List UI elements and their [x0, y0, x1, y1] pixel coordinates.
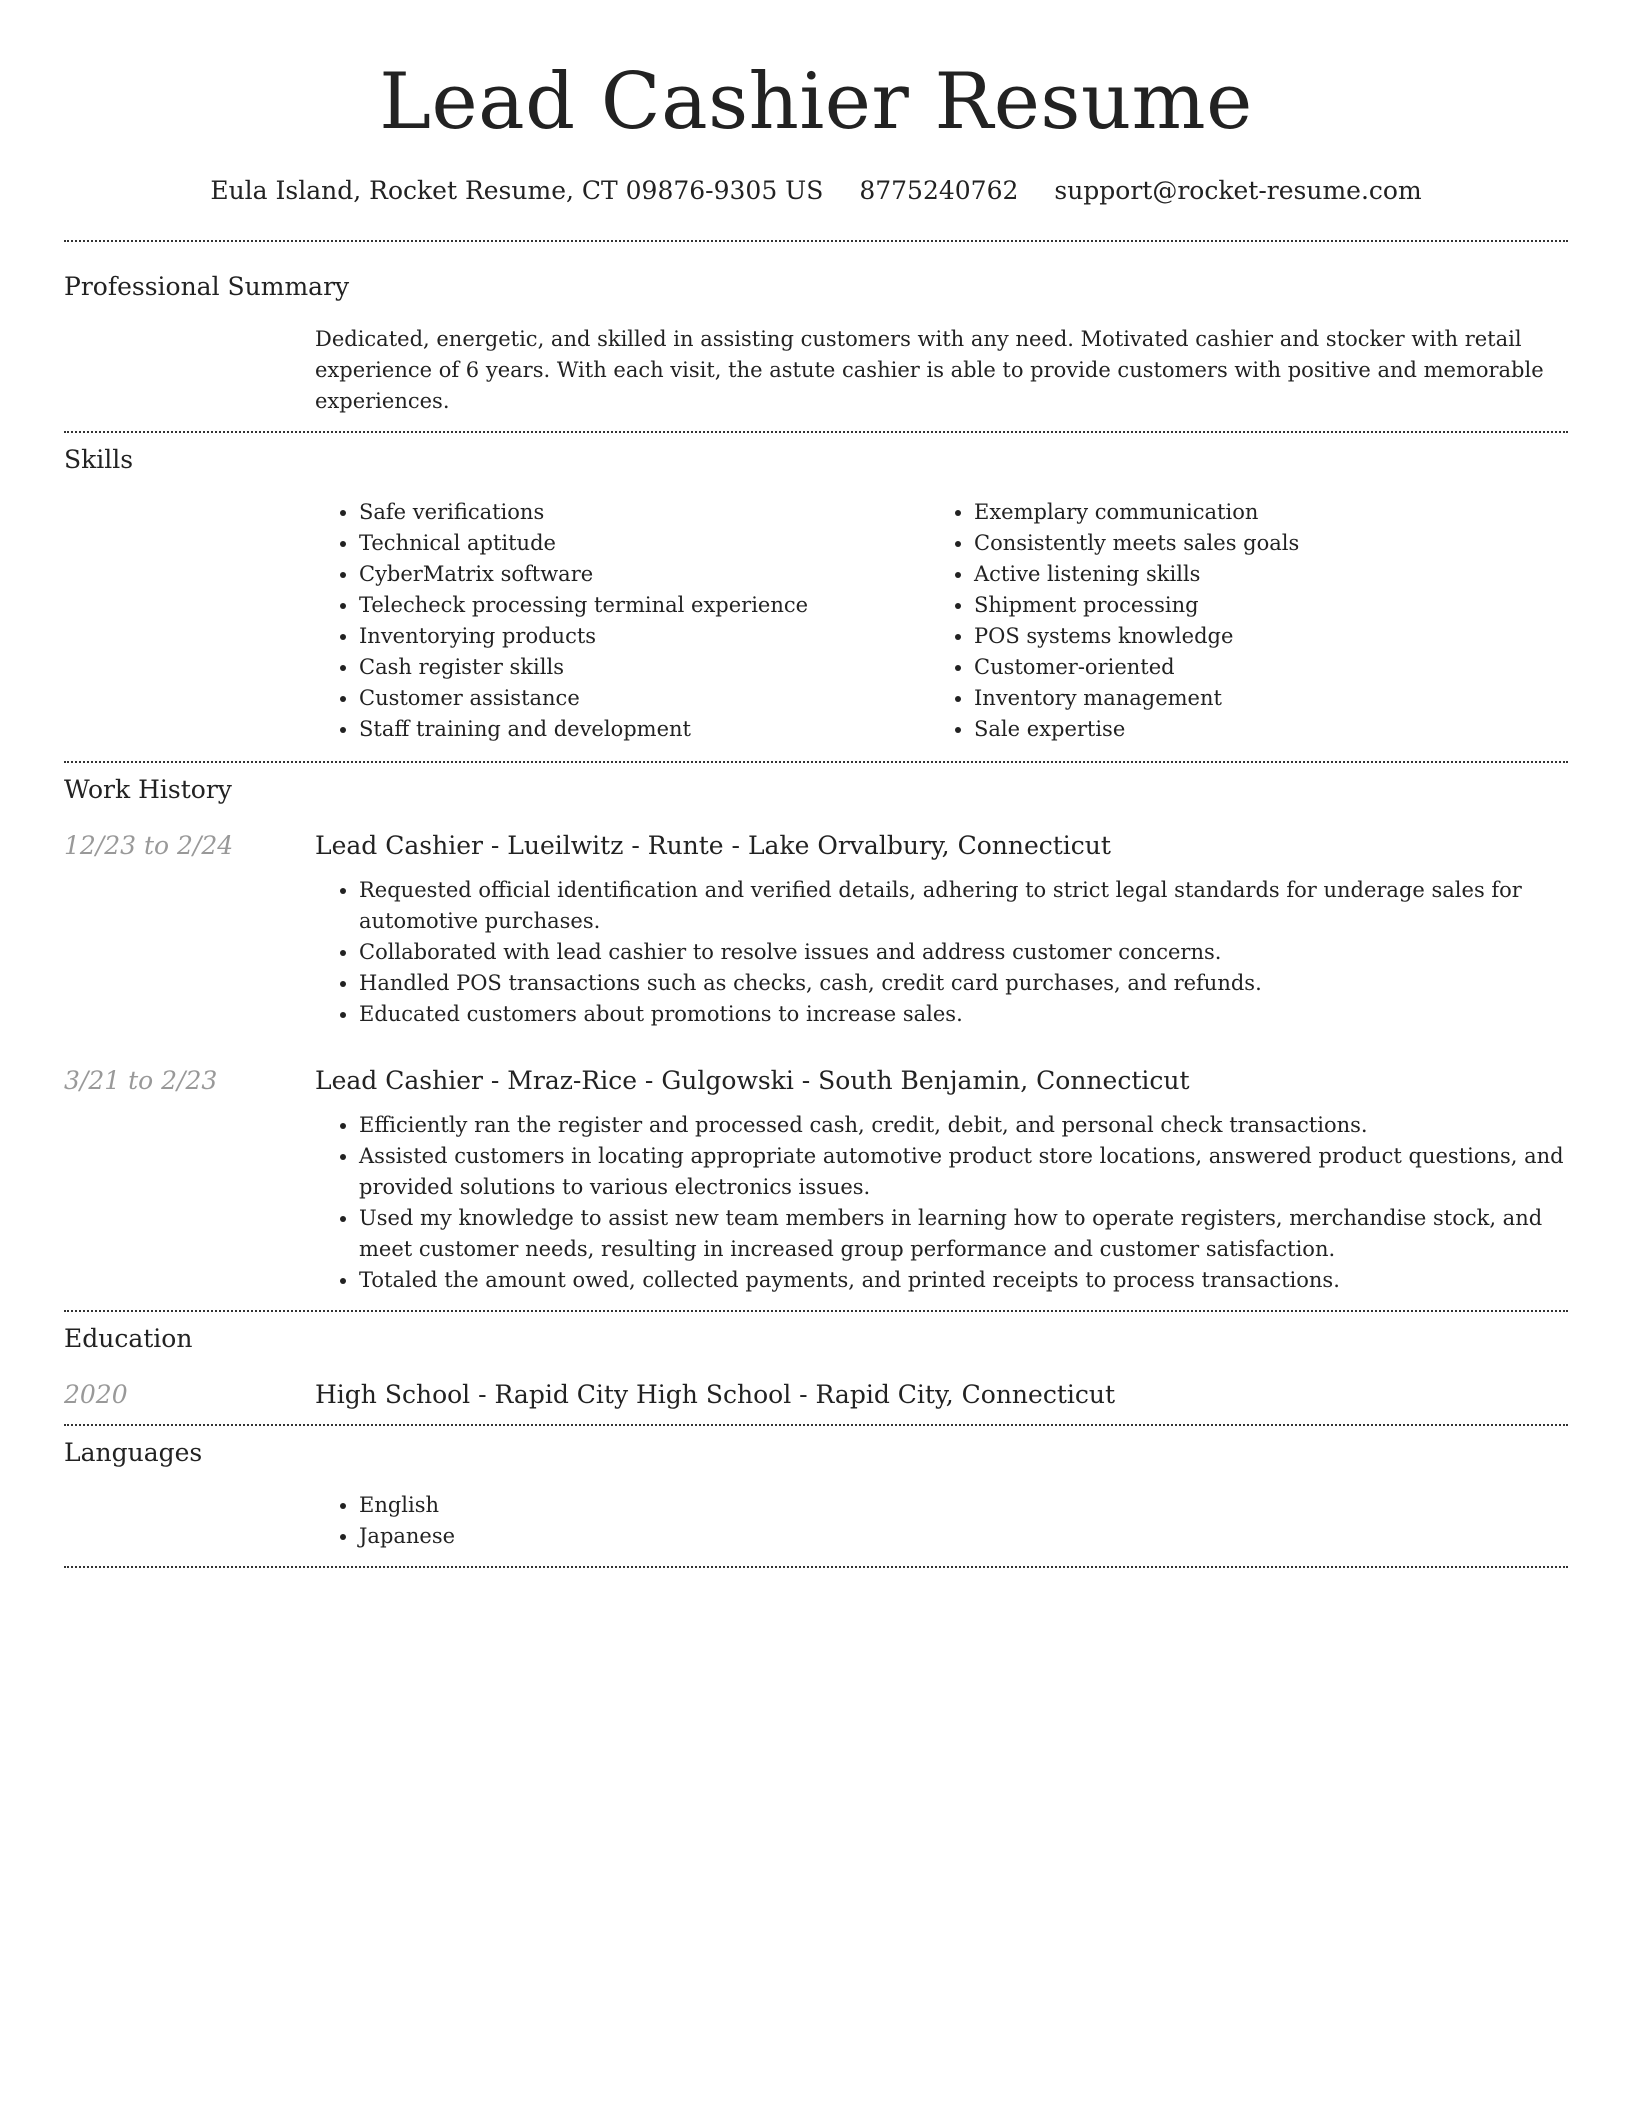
job-bullet: • Used my knowledge to assist new team members in learning how to operate registers, merchandise stock, and meet customer needs, resulting in increased group performance and customer satisfaction. [359, 1203, 1568, 1265]
skills-section [64, 433, 1568, 761]
job-bullet: • Educated customers about promotions to increase sales. [359, 999, 1568, 1030]
job-bullet: • Efficiently ran the register and processed cash, credit, debit, and personal check transactions. [359, 1110, 1568, 1141]
education-title: High School - Rapid City High School - Rapid City, Connecticut [315, 1380, 1116, 1409]
job-dates: 3/21 to 2/23 [64, 1066, 218, 1095]
skills-list-right [930, 497, 1545, 745]
summary-section [64, 242, 1568, 431]
language-item: • English [359, 1490, 1568, 1521]
job-bullets [315, 1110, 1568, 1296]
section-heading-summary: Professional Summary [64, 272, 350, 301]
skill-item: • Active listening skills [974, 559, 1545, 590]
language-item: • Japanese [359, 1521, 1568, 1552]
education-year: 2020 [64, 1380, 128, 1409]
job-title: Lead Cashier - Mraz-Rice - Gulgowski - South Benjamin, Connecticut [315, 1066, 1190, 1095]
job-bullet: • Handled POS transactions such as checks, cash, credit card purchases, and refunds. [359, 968, 1568, 999]
summary-text: Dedicated, energetic, and skilled in assisting customers with any need. Motivated cashier and stocker with retail experience of 6 years. With each visit, the astute cashier is able to provide customers with positive and memorable experiences. [315, 327, 1544, 413]
skill-item: • Inventory management [974, 683, 1545, 714]
skills-grid [315, 497, 1568, 745]
job-dates: 12/23 to 2/24 [64, 831, 234, 860]
skill-item: • Exemplary communication [974, 497, 1545, 528]
skill-item: • Customer-oriented [974, 652, 1545, 683]
summary-content [315, 324, 1568, 417]
contact-phone: 8775240762 [859, 176, 1019, 205]
education-entry [64, 1378, 1568, 1412]
skill-item: • Telecheck processing terminal experience [359, 590, 930, 621]
work-section [64, 763, 1568, 1310]
job-entry [64, 1064, 1568, 1296]
skill-item: • Safe verifications [359, 497, 930, 528]
job-details [315, 875, 1568, 1030]
languages-content [315, 1490, 1568, 1552]
skill-item: • CyberMatrix software [359, 559, 930, 590]
skill-item: • Sale expertise [974, 714, 1545, 745]
section-heading-education: Education [64, 1324, 193, 1353]
job-details [315, 1110, 1568, 1296]
skill-item: • Technical aptitude [359, 528, 930, 559]
job-bullet: • Totaled the amount owed, collected payments, and printed receipts to process transactions. [359, 1265, 1568, 1296]
page-title: Lead Cashier Resume [379, 57, 1253, 147]
skill-item: • Shipment processing [974, 590, 1545, 621]
section-heading-skills: Skills [64, 445, 134, 474]
job-bullets [315, 875, 1568, 1030]
skills-list-left [315, 497, 930, 745]
skill-item: • Cash register skills [359, 652, 930, 683]
skill-item: • POS systems knowledge [974, 621, 1545, 652]
contact-address: Eula Island, Rocket Resume, CT 09876-9305 US [210, 176, 824, 205]
job-bullet: • Requested official identification and verified details, adhering to strict legal standards for underage sales for automotive purchases. [359, 875, 1568, 937]
section-heading-work: Work History [64, 775, 232, 804]
education-section [64, 1312, 1568, 1424]
job-bullet: • Collaborated with lead cashier to resolve issues and address customer concerns. [359, 937, 1568, 968]
skill-item: • Consistently meets sales goals [974, 528, 1545, 559]
languages-section [64, 1426, 1568, 1566]
contact-email: support@rocket-resume.com [1054, 176, 1422, 205]
skill-item: • Customer assistance [359, 683, 930, 714]
skill-item: • Staff training and development [359, 714, 930, 745]
languages-list [315, 1490, 1568, 1552]
section-heading-languages: Languages [64, 1438, 203, 1467]
skill-item: • Inventorying products [359, 621, 930, 652]
job-bullet: • Assisted customers in locating appropriate automotive product store locations, answered product questions, and provided solutions to various electronics issues. [359, 1141, 1568, 1203]
job-entry [64, 829, 1568, 1030]
divider [64, 1566, 1568, 1568]
contact-line [64, 174, 1568, 208]
job-title: Lead Cashier - Lueilwitz - Runte - Lake Orvalbury, Connecticut [315, 831, 1111, 860]
